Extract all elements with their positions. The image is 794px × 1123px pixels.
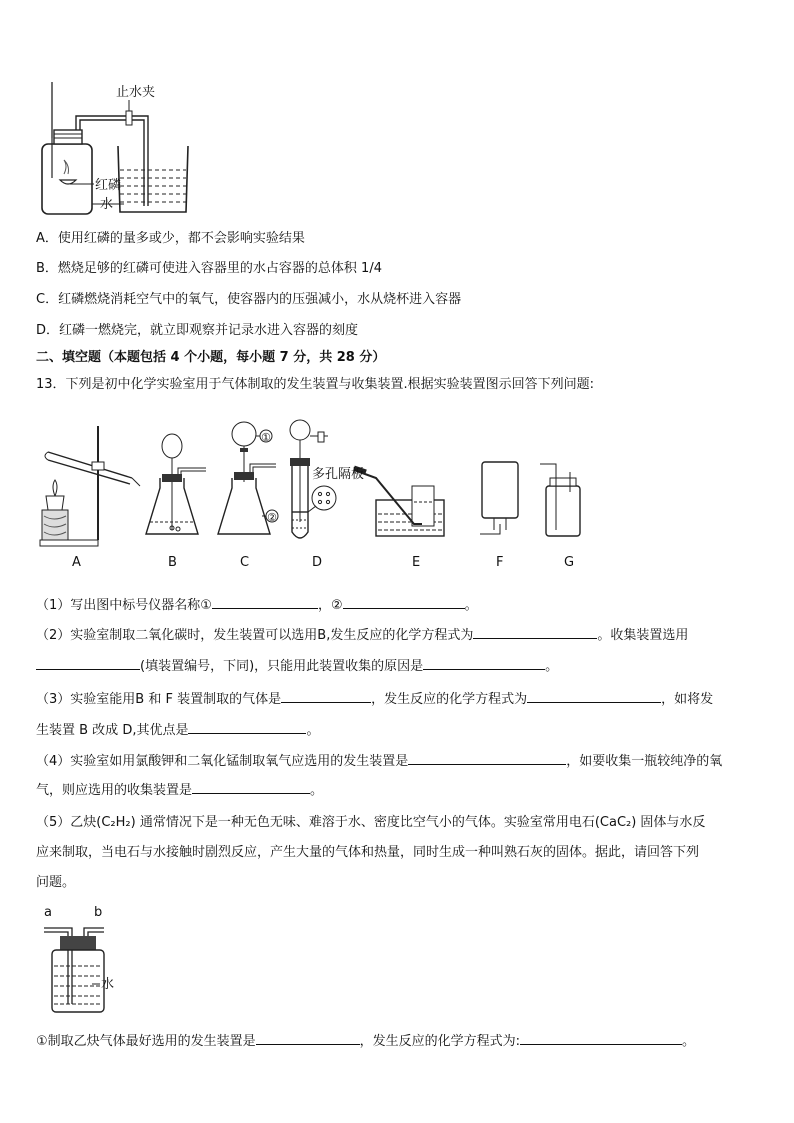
gas-apparatus-figure [36, 412, 596, 572]
q13-part-2-line-1: （2）实验室制取二氧化碳时，发生装置可以选用B,发生反应的化学方程式为 。收集装置选用 [36, 624, 688, 645]
apparatus-label-c: C [240, 555, 250, 570]
apparatus-f [480, 462, 518, 534]
bottle-label-b: b [94, 905, 103, 920]
question-13-intro: 13．下列是初中化学实验室用于气体制取的发生装置与收集装置.根据实验装置图示回答下列问题: [36, 377, 595, 392]
bottle-water-label: 水 [101, 977, 115, 992]
apparatus-b [146, 434, 206, 534]
apparatus-a [40, 426, 140, 546]
apparatus-label-f: F [496, 555, 504, 570]
q13-part-3-line-1: （3）实验室能用B 和 F 装置制取的气体是 ，发生反应的化学方程式为 ，如将发 [36, 688, 713, 709]
marker-1: ① [261, 431, 271, 444]
apparatus-label-a: A [72, 555, 81, 570]
answer-blank-11[interactable] [256, 1030, 360, 1045]
answer-blank-10[interactable] [192, 779, 310, 794]
answer-blank-1[interactable] [212, 594, 318, 609]
q13-part-2-line-2: (填装置编号，下同)，只能用此装置收集的原因是 。 [36, 655, 558, 676]
q13-part-5-line-2: 应来制取，当电石与水接触时剧烈反应，产生大量的气体和热量，同时生成一种叫熟石灰的固体。据此，请回答下列 [36, 845, 700, 860]
q13-part-1: （1）写出图中标号仪器名称① ，② 。 [36, 594, 478, 615]
option-a: A．使用红磷的量多或少，都不会影响实验结果 [36, 231, 305, 246]
q13-part-5-line-1: （5）乙炔(C₂H₂) 通常情况下是一种无色无味、难溶于水、密度比空气小的气体。实验室常用电石(CaC₂) 固体与水反 [36, 815, 706, 830]
apparatus-label-e: E [412, 555, 421, 570]
bottle-label-a: a [44, 905, 52, 920]
water-label: 水 [100, 197, 114, 212]
washing-bottle-figure [40, 904, 130, 1016]
answer-blank-8[interactable] [188, 719, 306, 734]
apparatus-e [354, 468, 444, 536]
answer-blank-9[interactable] [408, 750, 566, 765]
answer-blank-6[interactable] [281, 688, 371, 703]
answer-blank-7[interactable] [527, 688, 661, 703]
option-d: D．红磷一燃烧完，就立即观察并记录水进入容器的刻度 [36, 323, 359, 338]
answer-blank-3[interactable] [473, 624, 597, 639]
clamp-label: 止水夹 [116, 85, 156, 100]
marker-2: ② [267, 511, 277, 524]
q13-part-5-sub-1: ①制取乙炔气体最好选用的发生装置是 ，发生反应的化学方程式为: 。 [36, 1030, 695, 1051]
option-b: B．燃烧足够的红磷可使进入容器里的水占容器的总体积 1/4 [36, 261, 382, 276]
q13-part-3-line-2: 生装置 B 改成 D,其优点是 。 [36, 719, 319, 740]
answer-blank-2[interactable] [343, 594, 465, 609]
answer-blank-5[interactable] [423, 655, 545, 670]
q13-part-4-line-1: （4）实验室如用氯酸钾和二氧化锰制取氧气应选用的发生装置是 ，如要收集一瓶较纯净的氧 [36, 750, 722, 771]
apparatus-label-g: G [564, 555, 575, 570]
section-heading: 二、填空题（本题包括 4 个小题，每小题 7 分，共 28 分） [36, 350, 386, 365]
q13-part-5-line-3: 问题。 [36, 875, 76, 890]
q13-part-4-line-2: 气，则应选用的收集装置是 。 [36, 779, 323, 800]
answer-blank-12[interactable] [520, 1030, 682, 1045]
porous-plate-label: 多孔隔板 [312, 467, 365, 482]
phosphorus-label: 红磷 [95, 178, 122, 193]
phosphorus-experiment-figure [36, 82, 196, 218]
apparatus-g [540, 464, 580, 536]
answer-blank-4[interactable] [36, 655, 140, 670]
apparatus-label-b: B [168, 555, 177, 570]
apparatus-label-d: D [312, 555, 323, 570]
option-c: C．红磷燃烧消耗空气中的氧气，使容器内的压强减小，水从烧杯进入容器 [36, 292, 462, 307]
